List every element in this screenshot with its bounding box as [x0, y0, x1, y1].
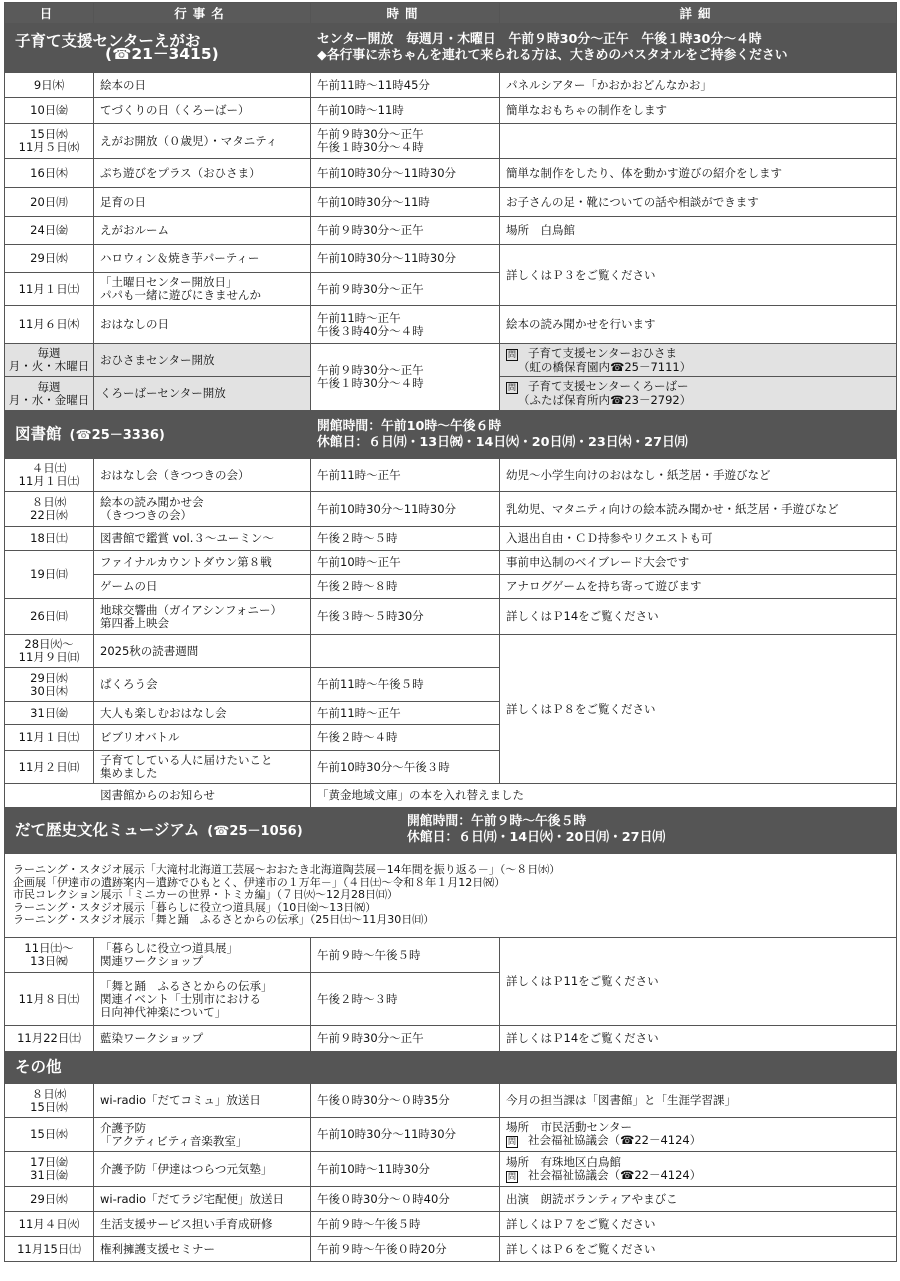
- table-row: 26日㈰ 地球交響曲（ガイアシンフォニー） 第四番上映会 午後３時～５時30分 詳しくはＰ14をご覧ください: [5, 599, 897, 635]
- table-row: 28日㈫～ 11月９日㈰ 2025秋の読書週間 詳しくはＰ８をご覧ください: [5, 635, 897, 668]
- table-row: 11月４日㈫ 生活支援サービス担い手育成研修 午前９時～午後５時 詳しくはＰ７をご覧ください: [5, 1212, 897, 1237]
- table-row: 19日㈰ ファイナルカウントダウン第８戦 午前10時～正午 事前申込制のベイブレード大会です: [5, 551, 897, 575]
- section-info: ◆各行事に赤ちゃんを連れて来られる方は、大きめのバスタオルをご持参ください: [317, 48, 788, 63]
- table-row: 11月22日㈯ 藍染ワークショップ 午前９時30分～正午 詳しくはＰ14をご覧ください: [5, 1026, 897, 1052]
- exhibit-item: ラーニング・スタジオ展示「暮らしに役立つ道具展」（10日㈮～13日㈷）: [13, 900, 377, 914]
- header-row: [5, 3, 897, 24]
- exhibit-item: 市民コレクション展示「ミニカーの世界・トミカ編」（７日㈫～12月28日㈰）: [13, 888, 399, 902]
- table-row: ８日㈬ 22日㈬ 絵本の読み聞かせ会 （きつつきの会） 午前10時30分～11時30分 乳幼児、マタニティ向けの絵本読み聞かせ・紙芝居・手遊びなど: [5, 492, 897, 527]
- notice-row: 図書館からのお知らせ 「黄金地域文庫」の本を入れ替えました: [5, 784, 897, 808]
- table-row: 10日㈮ てづくりの日（くろーばー） 午前10時～11時 簡単なおもちゃの制作をします: [5, 98, 897, 124]
- phone-number: (☎25－1056): [207, 823, 303, 839]
- table-row: 11月15日㈯ 権利擁護支援セミナー 午前９時～午後０時20分 詳しくはＰ６をご覧ください: [5, 1237, 897, 1262]
- header-time: 時間: [311, 3, 500, 24]
- exhibit-item: ラーニング・スタジオ展示「舞と踊 ふるさとからの伝承」（25日㈯～11月30日㈰）: [13, 913, 435, 927]
- table-row: 31日㈮ 大人も楽しむおはなし会 午前11時～正午: [5, 702, 897, 725]
- exhibit-item: 企画展「伊達市の遺跡案内－遺跡でひもとく、伊達市の１万年－」（４日㈯～令和８年１月12日㈷）: [13, 875, 506, 889]
- table-row: 29日㈬ ハロウィン＆焼き芋パーティー 午前10時30分～11時30分 詳しくはＰ３をご覧ください: [5, 245, 897, 273]
- header-event: 行事名: [94, 3, 311, 24]
- header-date: 日: [5, 3, 94, 24]
- table-row: 17日㈮ 31日㈮ 介護予防「伊達はつらつ元気塾」 午前10時～11時30分 場所 有珠地区白鳥館 問 社会福祉協議会（☎22－4124）: [5, 1152, 897, 1187]
- section-library: [5, 411, 897, 459]
- table-row: 11日㈯～ 13日㈷ 「暮らしに役立つ道具展」 関連ワークショップ 午前９時～午後５時 詳しくはＰ11をご覧ください: [5, 938, 897, 973]
- table-row: 29日㈬ wi-radio「だてラジ宅配便」放送日 午後０時30分～０時40分 出演 朗読ボランティアやまびこ: [5, 1187, 897, 1212]
- section-other: [5, 1052, 897, 1084]
- table-row: 毎週 月・水・金曜日 くろーばーセンター開放 問 子育て支援センターくろーばー （ふたば保育所内☎23－2792）: [5, 377, 897, 411]
- section-info: センター開放 毎週月・木曜日 午前９時30分～正午 午後１時30分～４時: [317, 32, 762, 47]
- phone-number: (☎21－3415): [105, 45, 219, 63]
- table-row: ８日㈬ 15日㈬ wi-radio「だてコミュ」放送日 午後０時30分～０時35分 今月の担当課は「図書館」と「生涯学習課」: [5, 1084, 897, 1118]
- inquiry-icon: 問: [508, 1137, 516, 1146]
- table-row: 11月６日㈭ おはなしの日 午前11時～正午 午後３時40分～４時 絵本の読み聞かせを行います: [5, 306, 897, 344]
- event-schedule-table: [4, 2, 897, 1262]
- inquiry-icon: 問: [508, 1171, 516, 1181]
- section-info: 休館日：６日㈪・14日㈫・20日㈪・27日㈪: [407, 830, 666, 845]
- header-detail: 詳細: [500, 3, 897, 24]
- table-row: 24日㈮ えがおルーム 午前９時30分～正午 場所 白鳥館: [5, 217, 897, 245]
- table-row: ４日㈯ 11月１日㈯ おはなし会（きつつきの会） 午前11時～正午 幼児～小学生向けのおはなし・紙芝居・手遊びなど: [5, 459, 897, 492]
- section-kosodate: [5, 24, 897, 73]
- section-title: 図書館: [15, 424, 62, 443]
- table-row: 11月２日㈰ 子育てしている人に届けたいこと 集めました 午前10時30分～午後３時: [5, 751, 897, 784]
- table-row: 29日㈬ 30日㈭ ぱくろう会 午前11時～午後５時: [5, 668, 897, 702]
- table-row: 18日㈯ 図書館で鑑賞 vol.３～ユーミン～ 午後２時～５時 入退出自由・ＣＤ持参やリクエストも可: [5, 527, 897, 551]
- section-info: 休館日：６日㈪・13日㈷・14日㈫・20日㈪・23日㈭・27日㈪: [317, 434, 688, 450]
- section-title: 子育て支援センターえがお: [15, 32, 201, 50]
- table-row: 11月８日㈯ 「舞と踊 ふるさとからの伝承」 関連イベント「士別市における 日向神代神楽について」 午後２時～３時: [5, 973, 897, 1026]
- phone-number: (☎25－3336): [69, 427, 165, 443]
- table-row: 16日㈭ ぷち遊びをプラス（おひさま） 午前10時30分～11時30分 簡単な制作をしたり、体を動かす遊びの紹介をします: [5, 159, 897, 188]
- exhibit-list: [5, 854, 897, 938]
- section-info: 開館時間：午前９時～午後５時: [407, 814, 587, 829]
- table-row: 15日㈬ 介護予防 「アクティビティ音楽教室」 午前10時30分～11時30分 場所 市民活動センター 問 社会福祉協議会（☎22－4124）: [5, 1118, 897, 1152]
- exhibit-item: ラーニング・スタジオ展示「大滝村北海道工芸展～おおたき北海道陶芸展－14年間を振り返る－」（～８日㈬）: [13, 863, 561, 877]
- table-row: 11月１日㈯ 「土曜日センター開放日」 パパも一緒に遊びにきませんか 午前９時30分～正午: [5, 273, 897, 306]
- section-museum: [5, 808, 897, 854]
- inquiry-icon: 問: [508, 383, 516, 392]
- section-info: 開館時間：午前10時～午後６時: [317, 418, 502, 434]
- table-row: 毎週 月・火・木曜日 おひさまセンター開放 午前９時30分～正午 午後１時30分～４時 問 子育て支援センターおひさま （虹の橋保育園内☎25－7111）: [5, 344, 897, 377]
- table-row: 20日㈪ 足育の日 午前10時30分～11時 お子さんの足・靴についての話や相談ができます: [5, 188, 897, 217]
- table-row: 11月１日㈯ ビブリオバトル 午後２時～４時: [5, 725, 897, 751]
- section-title: その他: [5, 1052, 897, 1084]
- inquiry-icon: 問: [508, 349, 516, 359]
- section-title: だて歴史文化ミュージアム: [15, 820, 200, 839]
- table-row: 15日㈬ 11月５日㈬ えがお開放（０歳児）・マタニティ 午前９時30分～正午 午後１時30分～４時: [5, 124, 897, 159]
- table-row: 9日㈭ 絵本の日 午前11時～11時45分 パネルシアター「かおかおどんなかお」: [5, 73, 897, 98]
- table-row: ゲームの日 午後２時～８時 アナログゲームを持ち寄って遊びます: [5, 575, 897, 599]
